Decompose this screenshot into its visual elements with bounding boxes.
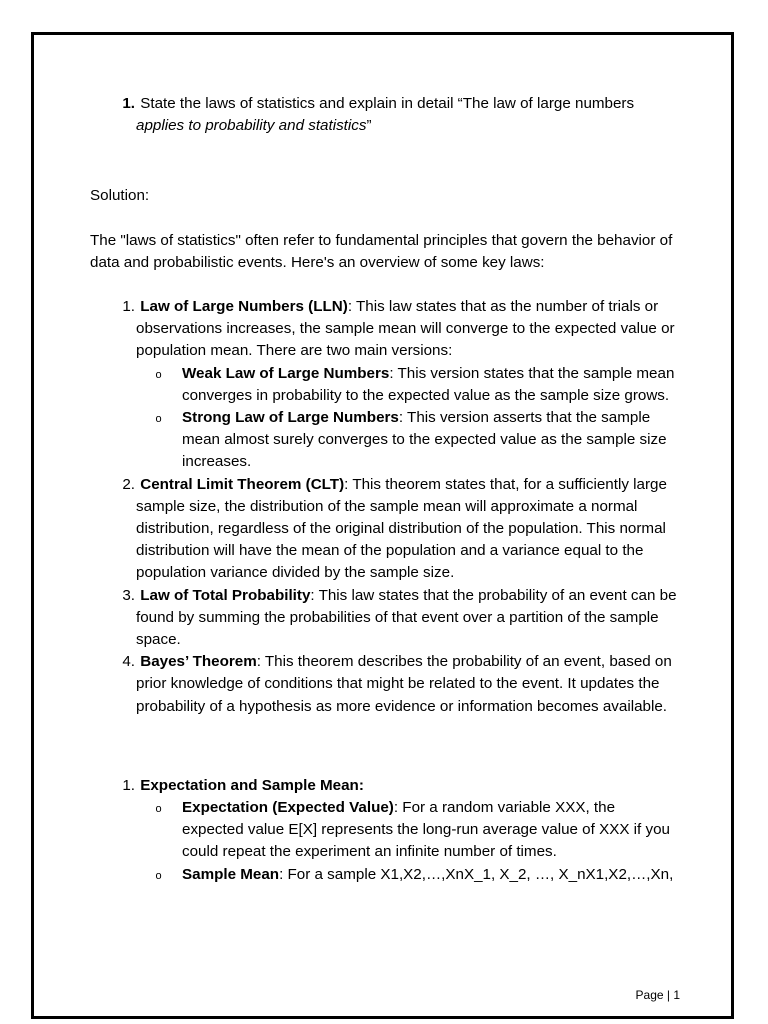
document-body — [90, 93, 680, 887]
sub-list-item — [136, 363, 680, 407]
list-marker: 2. — [122, 475, 135, 493]
list-item-text: : This theorem describes the probability of an event, based on prior knowledge of conditions that might be related to the event. It updates the probability of a hypothesis as more evidence or information becomes available. — [136, 653, 672, 715]
sub-item-text: : This version states that the sample mean converges in probability to the expected value as the sample size grows. — [182, 364, 675, 404]
laws-list — [90, 296, 680, 718]
question-number: 1. — [122, 95, 135, 112]
sub-item-text: : For a sample X1,X2,…,XnX_1, X_2, …, X_nX1,X2,…,Xn, — [279, 865, 674, 883]
question-text-end: ” — [366, 117, 372, 135]
list-item-body — [135, 585, 680, 652]
list-item — [90, 651, 680, 718]
sub-item-title: Sample Mean — [182, 865, 280, 883]
sub-bullet: o — [155, 803, 162, 816]
sub-bullet: o — [155, 413, 162, 426]
sub-item-title: Expectation (Expected Value) — [182, 799, 394, 817]
list-marker: 3. — [122, 586, 135, 604]
list-marker: 4. — [122, 653, 135, 671]
list-item-title: Law of Large Numbers (LLN) — [140, 298, 348, 316]
section2-list — [90, 775, 680, 887]
list-item-body — [135, 775, 680, 887]
list-item-text: : This theorem states that, for a sufficiently large sample size, the distribution of the sample mean will approximate a normal distribution, regardless of the original distribution of the population. This normal distribution will have the mean of the population and a variance equal to the population variance divided by the sample size. — [136, 475, 667, 582]
page-number: Page | 1 — [635, 988, 680, 1002]
list-item — [90, 296, 680, 474]
list-item-text: : This law states that the probability of an event can be found by summing the probabilities of that event over a partition of the sample space. — [136, 586, 677, 649]
sub-item-title: Strong Law of Large Numbers — [182, 409, 399, 427]
intro-paragraph: The "laws of statistics" often refer to fundamental principles that govern the behavior of data and probabilistic events. Here's an overview of some key laws: — [90, 231, 673, 271]
list-item-body — [135, 296, 680, 474]
sub-item-text: : This version asserts that the sample mean almost surely converges to the expected value as the sample size increases. — [182, 409, 667, 471]
list-item-title: Expectation and Sample Mean: — [140, 776, 364, 794]
list-marker: 1. — [122, 776, 135, 794]
sub-bullet: o — [155, 869, 162, 882]
list-item-text: : This law states that as the number of trials or observations increases, the sample mean will converge to the expected value or population mean. There are two main versions: — [136, 298, 675, 360]
list-item-body — [135, 474, 680, 585]
question-text — [135, 93, 680, 137]
question-item — [90, 93, 680, 137]
question-text-italic: applies to probability and statistics — [136, 117, 367, 135]
sub-item-title: Weak Law of Large Numbers — [182, 364, 390, 382]
list-item-title: Law of Total Probability — [140, 586, 311, 604]
list-item — [90, 474, 680, 585]
list-item-body — [135, 651, 680, 718]
sub-bullet: o — [155, 368, 162, 381]
sub-item-text: : For a random variable XXX, the expected value E[X] represents the long-run average value of XXX if you could repeat the experiment an infinite number of times. — [182, 799, 670, 861]
sub-list-item — [136, 407, 680, 474]
sub-list-item — [136, 864, 680, 887]
list-item — [90, 585, 680, 652]
list-item-title: Bayes’ Theorem — [140, 653, 257, 671]
sub-list-item — [136, 797, 680, 864]
solution-label: Solution: — [90, 187, 150, 205]
list-marker: 1. — [122, 298, 135, 316]
question-text-plain: State the laws of statistics and explain in detail “The law of large numbers — [140, 95, 635, 112]
list-item-title: Central Limit Theorem (CLT) — [140, 475, 345, 493]
list-item — [90, 775, 680, 887]
